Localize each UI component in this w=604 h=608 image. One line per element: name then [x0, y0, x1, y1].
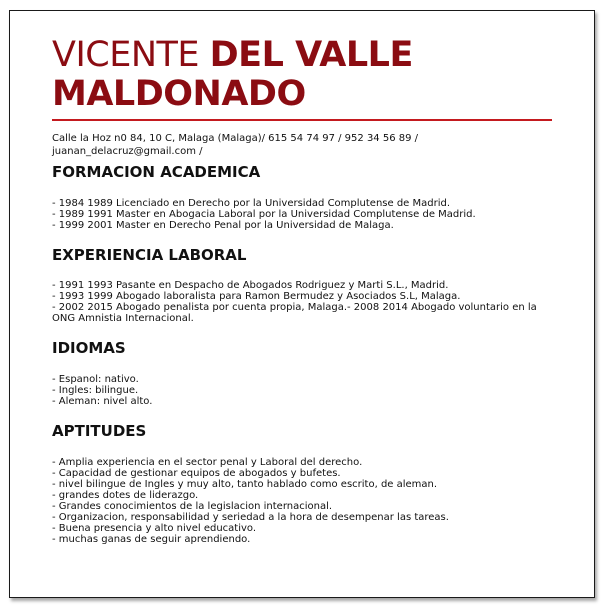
list-item: - 1993 1999 Abogado laboralista para Ramon Bermudez y Asociados S.L, Malaga. [52, 291, 461, 302]
first-name: VICENTE [52, 35, 210, 75]
header-divider [52, 119, 552, 121]
contact-line-2: juanan_delacruz@gmail.com / [52, 146, 203, 157]
resume-content [52, 36, 552, 545]
experiencia-list [52, 280, 552, 324]
last-name-1: DEL VALLE [209, 35, 413, 75]
list-item: - muchas ganas de seguir aprendiendo. [52, 534, 251, 545]
list-item: - 1989 1991 Master en Abogacia Laboral por la Universidad Complutense de Madrid. [52, 209, 476, 220]
list-item: - grandes dotes de liderazgo. [52, 490, 199, 501]
contact-line-1: Calle la Hoz n0 84, 10 C, Malaga (Malaga)/ 615 54 74 97 / 952 34 56 89 / [52, 133, 419, 144]
section-title-aptitudes: APTITUDES [52, 422, 147, 440]
list-item: - 1984 1989 Licenciado en Derecho por la Universidad Complutense de Madrid. [52, 198, 451, 209]
list-item: - Ingles: bilingue. [52, 385, 139, 396]
idiomas-list [52, 374, 552, 407]
section-title-formacion: FORMACION ACADEMICA [52, 163, 261, 181]
list-item: - Organizacion, responsabilidad y seriedad a la hora de desempenar las tareas. [52, 512, 449, 523]
list-item: - 1999 2001 Master en Derecho Penal por la Universidad de Malaga. [52, 220, 394, 231]
list-item: - nivel bilingue de Ingles y muy alto, tanto hablado como escrito, de aleman. [52, 479, 438, 490]
list-item: - 1991 1993 Pasante en Despacho de Abogados Rodriguez y Marti S.L., Madrid. [52, 280, 449, 291]
list-item: - Capacidad de gestionar equipos de abogados y bufetes. [52, 468, 341, 479]
list-item: - Espanol: nativo. [52, 374, 139, 385]
section-title-idiomas: IDIOMAS [52, 339, 126, 357]
aptitudes-list [52, 457, 552, 545]
formacion-list [52, 198, 552, 231]
section-title-experiencia: EXPERIENCIA LABORAL [52, 246, 247, 264]
list-item: - Buena presencia y alto nivel educativo. [52, 523, 257, 534]
name-line-1 [52, 36, 552, 75]
list-item: - Aleman: nivel alto. [52, 396, 153, 407]
list-item: - Amplia experiencia en el sector penal y Laboral del derecho. [52, 457, 363, 468]
contact-info [52, 132, 552, 158]
list-item: - 2002 2015 Abogado penalista por cuenta propia, Malaga.- 2008 2014 Abogado voluntario en la ONG Amnistia Internacional. [52, 302, 537, 324]
list-item: - Grandes conocimientos de la legislacion internacional. [52, 501, 333, 512]
last-name-2: MALDONADO [52, 74, 306, 114]
